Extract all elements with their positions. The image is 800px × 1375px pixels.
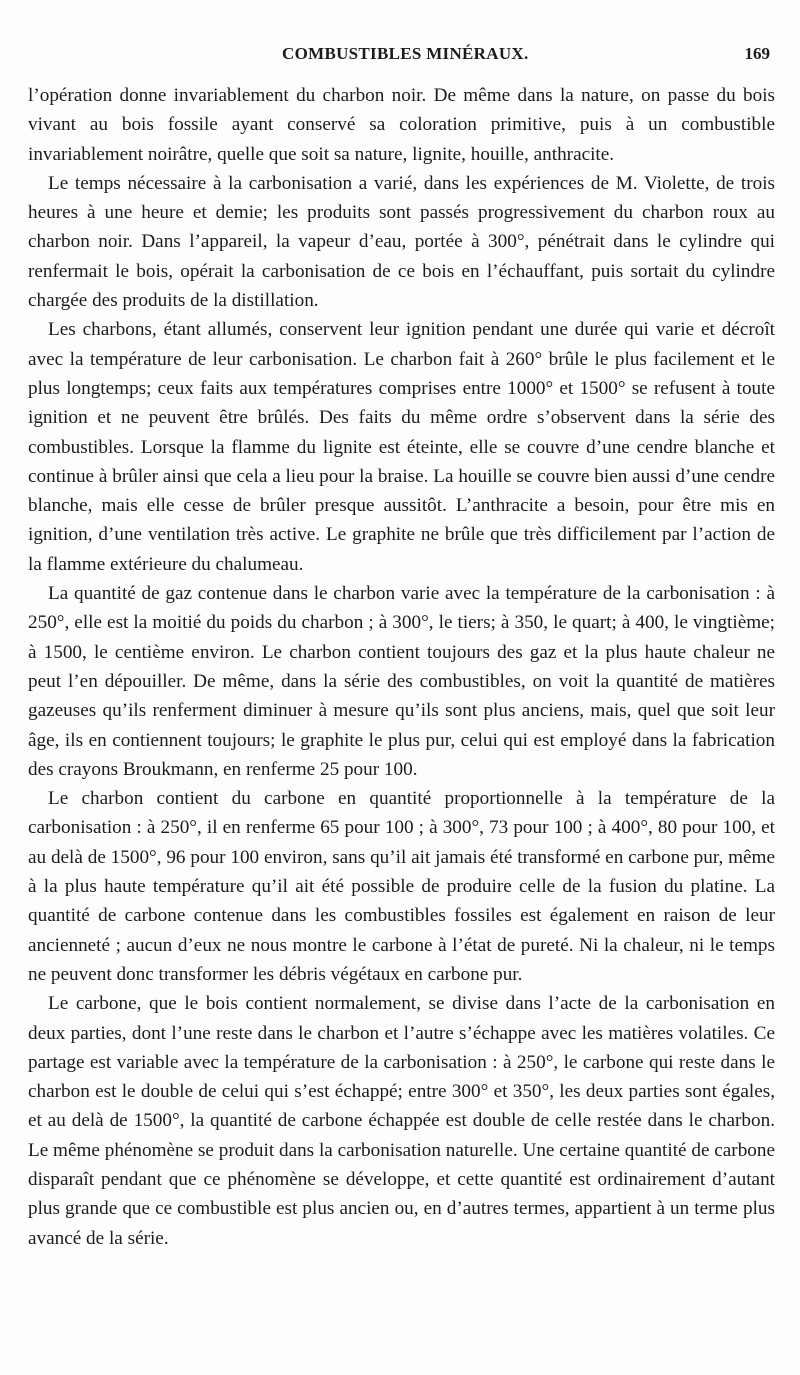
running-title: COMBUSTIBLES MINÉRAUX. (282, 44, 529, 63)
paragraph-continuation: l’opération donne invariablement du charbon noir. De même dans la nature, on passe du bois vivant au bois fossile ayant conservé sa coloration primitive, puis à un combustible invariablement noirâtre, quelle que soit sa nature, lignite, houille, anthracite. (28, 85, 775, 165)
paragraph-carbon-content: Le charbon contient du carbone en quantité proportionnelle à la température de la carbonisation : à 250°, il en renferme 65 pour 100 ; à 300°, 73 pour 100 ; à 400°, 80 pour 100, et au delà de 1500°, 96 pour 100 environ, sans qu’il ait jamais été transformé en carbone pur, même à la plus haute température qu’il ait été possible de produire celle de la fusion du platine. La quantité de carbone contenue dans les combustibles fossiles est également en raison de leur ancienneté ; aucun d’eux ne nous montre le carbone à l’état de pureté. Ni la chaleur, ni le temps ne peuvent donc transformer les débris végétaux en carbone pur. (28, 788, 775, 985)
paragraph-gas-quantity: La quantité de gaz contenue dans le charbon varie avec la température de la carbonisation : à 250°, elle est la moitié du poids du charbon ; à 300°, le tiers; à 350, le quart; à 400, le vingtième; à 1500, le centième environ. Le charbon contient toujours des gaz et la plus haute chaleur ne peut l’en dépouiller. De même, dans la série des combustibles, on voit la quantité de matières gazeuses qu’ils renferment diminuer à mesure qu’ils sont plus anciens, mais, quel que soit leur âge, ils en contiennent toujours; le graphite le plus pur, celui qui est employé dans la fabrication des crayons Broukmann, en renferme 25 pour 100. (28, 583, 775, 780)
body-text (28, 81, 775, 1253)
running-head (112, 44, 770, 68)
paragraph-ignition: Les charbons, étant allumés, conservent leur ignition pendant une durée qui varie et décroît avec la température de leur carbonisation. Le charbon fait à 260° brûle le plus facilement et le plus longtemps; ceux faits aux températures comprises entre 1000° et 1500° se refusent à toute ignition et ne peuvent être brûlés. Des faits du même ordre s’observent dans la série des combustibles. Lorsque la flamme du lignite est éteinte, elle se couvre d’une cendre blanche et continue à brûler ainsi que cela a lieu pour la braise. La houille se couvre bien aussi d’une cendre blanche, mais elle cesse de brûler presque aussitôt. L’anthracite a besoin, pour être mis en ignition, d’une ventilation très active. Le graphite ne brûle que très difficilement par l’action de la flamme extérieure du chalumeau. (28, 319, 775, 575)
paragraph-carbon-division: Le carbone, que le bois contient normalement, se divise dans l’acte de la carbonisation en deux parties, dont l’une reste dans le charbon et l’autre s’échappe avec les matières volatiles. Ce partage est variable avec la température de la carbonisation : à 250°, le carbone qui reste dans le charbon est le double de celui qui s’est échappé; entre 300° et 350°, les deux parties sont égales, et au delà de 1500°, la quantité de carbone échappée est double de celle restée dans le charbon. Le même phénomène se produit dans la carbonisation naturelle. Une certaine quantité de carbone disparaît pendant que ce phénomène se développe, et cette quantité est ordinairement d’autant plus grande que ce combustible est plus ancien ou, en d’autres termes, appartient à un terme plus avancé de la série. (28, 993, 775, 1249)
paragraph-carbonisation-time: Le temps nécessaire à la carbonisation a varié, dans les expériences de M. Violette, de trois heures à une heure et demie; les produits sont passés progressivement du charbon roux au charbon noir. Dans l’appareil, la vapeur d’eau, portée à 300°, pénétrait dans le cylindre qui renfermait le bois, opérait la carbonisation de ce bois en l’échauffant, puis sortait du cylindre chargée des produits de la distillation. (28, 172, 775, 312)
page-number: 169 (744, 44, 770, 63)
